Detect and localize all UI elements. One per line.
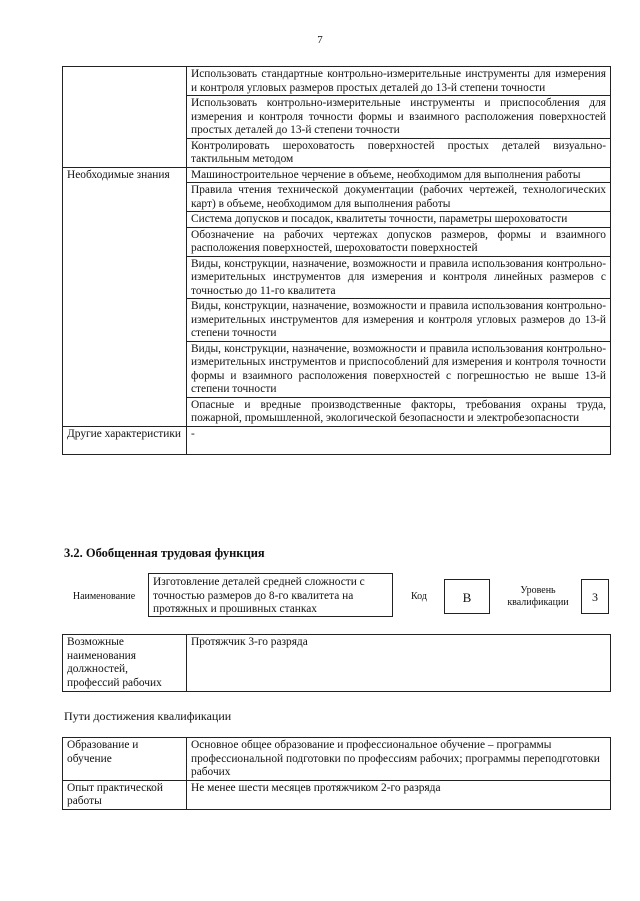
skills-knowledge-table <box>62 66 611 455</box>
knowledge-item: Виды, конструкции, назначение, возможности и правила использования контрольно-измерительных инструментов и приспособлений для измерения и контроля точности формы и взаимного расположения поверхностей с погрешностью не выше 13-й степени точности <box>187 341 611 397</box>
skill-item: Контролировать шероховатость поверхностей простых деталей визуально-тактильным методом <box>187 138 611 167</box>
education-value: Основное общее образование и профессиональное обучение – программы профессиональной подготовки по профессиям рабочих; программы переподготовки рабочих <box>187 738 611 781</box>
table-row <box>63 67 611 96</box>
other-characteristics-value: - <box>187 426 611 454</box>
skill-item: Использовать контрольно-измерительные инструменты и приспособления для измерения и контроля точности формы и взаимного расположения поверхностей простых деталей до 13-й степени точности <box>187 96 611 139</box>
positions-label: Возможные наименования должностей, профессий рабочих <box>63 635 187 692</box>
table-row <box>63 738 611 781</box>
education-label: Образование и обучение <box>63 738 187 781</box>
qualification-paths-title: Пути достижения квалификации <box>64 709 232 723</box>
knowledge-item: Обозначение на рабочих чертежах допусков размеров, формы и взаимного расположения поверхностей, шероховатости поверхностей <box>187 227 611 256</box>
section-title: 3.2. Обобщенная трудовая функция <box>64 546 265 560</box>
qualification-level-value: 3 <box>581 579 609 614</box>
knowledge-item: Виды, конструкции, назначение, возможности и правила использования контрольно-измерительных инструментов для измерения и контроля угловых размеров до 13-й степени точности <box>187 299 611 342</box>
table-row <box>63 780 611 809</box>
name-value: Изготовление деталей средней сложности с точностью размеров до 8-го квалитета на протяжных и прошивных станках <box>148 573 393 617</box>
positions-value: Протяжчик 3-го разряда <box>187 635 611 692</box>
experience-label: Опыт практической работы <box>63 780 187 809</box>
skill-item: Использовать стандартные контрольно-измерительные инструменты для измерения и контроля угловых размеров простых деталей до 13-й степени точности <box>187 67 611 96</box>
knowledge-item: Правила чтения технической документации (рабочих чертежей, технологических карт) в объеме, необходимом для выполнения работы <box>187 183 611 212</box>
knowledge-label: Необходимые знания <box>63 167 187 426</box>
table-row <box>63 167 611 183</box>
knowledge-item: Виды, конструкции, назначение, возможности и правила использования контрольно-измерительных инструментов для измерения и контроля линейных размеров с точностью до 11-го квалитета <box>187 256 611 299</box>
knowledge-item: Опасные и вредные производственные факторы, требования охраны труда, пожарной, промышленной, экологической безопасности и электробезопасности <box>187 397 611 426</box>
code-value: B <box>444 579 490 614</box>
skills-label-cell <box>63 67 187 168</box>
table-row <box>63 426 611 454</box>
experience-value: Не менее шести месяцев протяжчиком 2-го разряда <box>187 780 611 809</box>
name-label: Наименование <box>72 591 136 602</box>
knowledge-item: Система допусков и посадок, квалитеты точности, параметры шероховатости <box>187 212 611 228</box>
code-label: Код <box>411 591 427 602</box>
knowledge-item: Машиностроительное черчение в объеме, необходимом для выполнения работы <box>187 167 611 183</box>
page-number: 7 <box>317 34 323 46</box>
qualification-paths-table <box>62 737 611 810</box>
positions-table <box>62 634 611 692</box>
other-characteristics-label: Другие характеристики <box>63 426 187 454</box>
qualification-level-label: Уровень квалификации <box>507 585 569 608</box>
table-row <box>63 635 611 692</box>
